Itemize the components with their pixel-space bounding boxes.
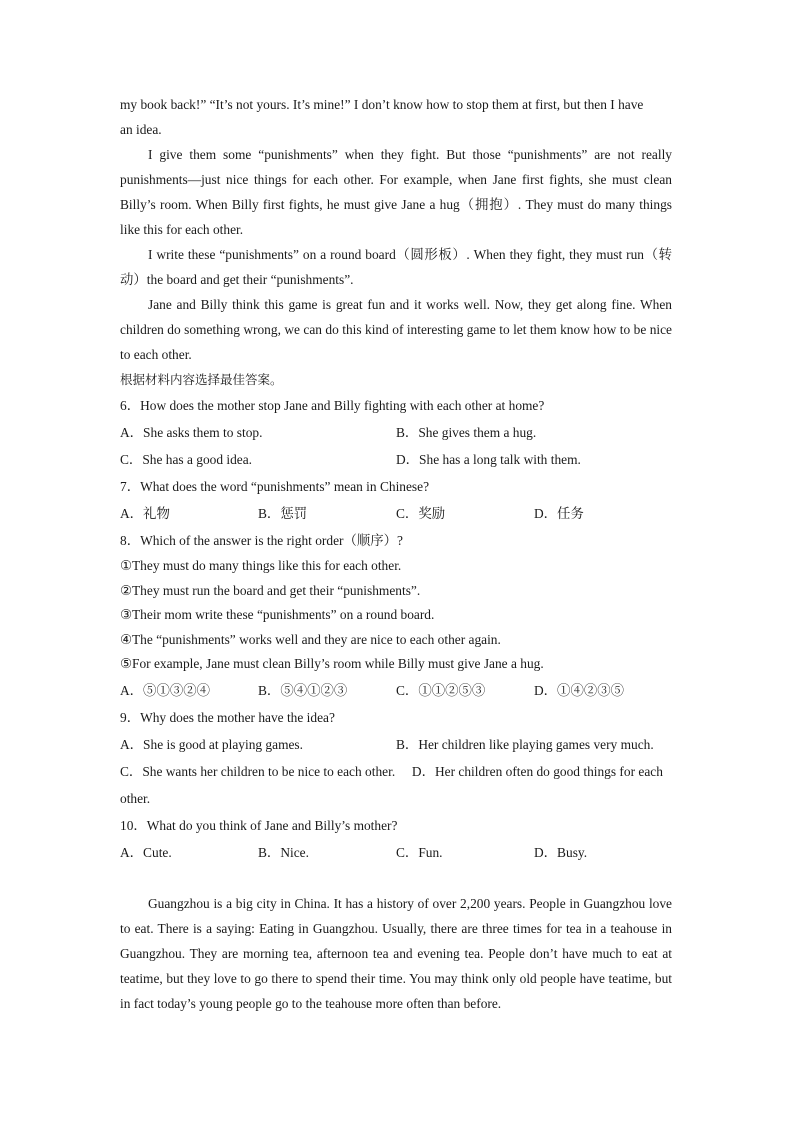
question-6-options-row2 — [120, 446, 672, 473]
question-6-option-c: C．She has a good idea. — [120, 452, 253, 467]
question-8-sentence-2: ②They must run the board and get their “punishments”. — [120, 582, 421, 598]
question-10-option-a: A．Cute. — [120, 844, 172, 860]
question-7-stem: 7．What does the word “punishments” mean in Chinese? — [120, 479, 430, 494]
document-page — [120, 92, 672, 1016]
passage2-paragraph1: Guangzhou is a big city in China. It has a history of over 2,200 years. People in Guangzhou love to eat. There is a saying: Eating in Guangzhou. Usually, there are three times for tea in a teahouse in Guangzhou. They are morning tea, afternoon tea and evening tea. People don’t have much to eat at teatime, but they love to go there to spend their time. You may think only old people have teatime, but in fact today’s young people go to the teahouse more often than before. — [120, 895, 672, 1011]
passage1-line1: my book back!” “It’s not yours. It’s mine!” I don’t know how to stop them at first, but then I have — [120, 97, 644, 112]
question-8-option-b: B．⑤④①②③ — [258, 682, 348, 698]
question-8-option-d: D．①④②③⑤ — [534, 682, 625, 698]
passage1-paragraph4: Jane and Billy think this game is great fun and it works well. Now, they get along fine. When children do something wrong, we can do this kind of interesting game to let them know how to be nice to each other. — [120, 297, 672, 362]
question-7-option-d: D．任务 — [534, 506, 584, 521]
question-6-stem: 6．How does the mother stop Jane and Billy fighting with each other at home? — [120, 398, 545, 413]
passage1-line2: an idea. — [120, 122, 162, 137]
question-10-options — [120, 839, 672, 866]
question-6-option-a: A．She asks them to stop. — [120, 425, 263, 440]
question-9-option-b: B．Her children like playing games very much. — [396, 736, 654, 752]
question-9-options-row2 — [120, 758, 672, 812]
question-10-option-b: B．Nice. — [258, 844, 309, 860]
section-spacer — [120, 866, 672, 891]
question-10-option-c: C．Fun. — [396, 844, 443, 860]
question-7-options — [120, 500, 672, 527]
question-8-stem: 8．Which of the answer is the right order（顺序）? — [120, 533, 403, 548]
instruction: 根据材料内容选择最佳答案。 — [120, 372, 283, 387]
question-6-options-row1 — [120, 419, 672, 446]
question-10-option-d: D．Busy. — [534, 844, 588, 860]
passage1-paragraph2: I give them some “punishments” when they fight. But those “punishments” are not really punishments—just nice things for each other. For example, when Jane first fights, she must clean Billy’s room. When Billy first fights, he must give Jane a hug（拥抱）. They must do many things like this for each other. — [120, 147, 672, 237]
question-8-sentence-5: ⑤For example, Jane must clean Billy’s room while Billy must give Jane a hug. — [120, 656, 544, 671]
question-7-option-a: A．礼物 — [120, 506, 170, 521]
question-9-option-a: A．She is good at playing games. — [120, 736, 303, 752]
question-8-sentence-1: ①They must do many things like this for each other. — [120, 558, 402, 573]
question-9-stem: 9．Why does the mother have the idea? — [120, 709, 335, 725]
question-9-options-row1 — [120, 731, 672, 758]
question-9-option-c: C．She wants her children to be nice to each other. — [120, 763, 396, 779]
question-8-options — [120, 677, 672, 704]
question-10-stem: 10．What do you think of Jane and Billy’s mother? — [120, 817, 398, 833]
question-8-option-a: A．⑤①③②④ — [120, 682, 211, 698]
question-8-sentence-3: ③Their mom write these “punishments” on a round board. — [120, 607, 435, 622]
passage1-paragraph3: I write these “punishments” on a round board（圆形板）. When they fight, they must run（转动）the board and get their “punishments”. — [120, 247, 672, 287]
question-9-option-d: D．Her children often do good things for each other. — [120, 763, 663, 806]
question-8-option-c: C．①①②⑤③ — [396, 682, 486, 698]
question-8-sentence-4: ④The “punishments” works well and they are nice to each other again. — [120, 631, 501, 647]
question-7-option-c: C．奖励 — [396, 506, 446, 521]
question-6-option-d: D．She has a long talk with them. — [396, 452, 581, 467]
question-7-option-b: B．惩罚 — [258, 506, 308, 521]
question-6-option-b: B．She gives them a hug. — [396, 425, 537, 440]
